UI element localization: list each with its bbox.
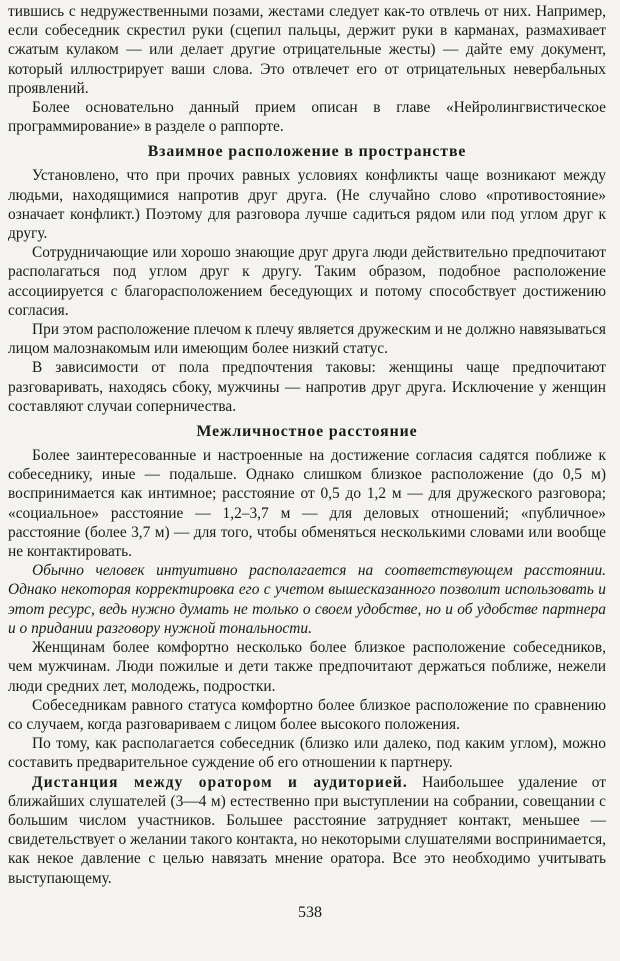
- page-number: 538: [298, 904, 322, 921]
- distance-paragraph-5: [8, 773, 606, 888]
- space-paragraph-3: При этом расположение плечом к плечу является дружеским и не должно навязываться лицом малознакомым или имеющим более низкий статус.: [8, 321, 606, 358]
- section-heading-distance: Межличностное расстояние: [196, 423, 418, 441]
- distance-paragraph-3: Собеседникам равного статуса комфортно более близкое расположение по сравнению со случаем, когда разговариваем с лицом более высокого положения.: [8, 696, 606, 733]
- intro-paragraph-1: тившись с недружественными позами, жестами следует как-то отвлечь от них. Например, если собеседник скрестил руки (сцепил пальцы, держит руки в карманах, размахивает сжатым кулаком — или делает другие отрицательные жесты) — дайте ему документ, который иллюстрирует ваши слова. Это отвлечет его от отрицательных невербальных проявлений.: [8, 3, 606, 97]
- distance-paragraph-2: Женщинам более комфортно несколько более близкое расположение собеседников, чем мужчинам. Люди пожилые и дети также предпочитают держаться поближе, нежели люди средних лет, молодежь, подростки.: [8, 639, 606, 695]
- space-paragraph-1: Установлено, что при прочих равных условиях конфликты чаще возникают между людьми, находящимися напротив друг друга. (Не случайно слово «противостояние» означает конфликт.) Поэтому для разговора лучше садиться рядом или под углом друг к другу.: [8, 167, 606, 243]
- distance-paragraph-4: По тому, как располагается собеседник (близко или далеко, под каким углом), можно составить предварительное суждение об его отношении к партнеру.: [8, 735, 606, 772]
- distance-paragraph-1: Более заинтересованные и настроенные на достижение согласия садятся поближе к собеседнику, иные — подальше. Однако слишком близкое расположение (до 0,5 м) воспринимается как интимное; расстояние от 0,5 до 1,2 м — для дружеского разговора; «социальное» расстояние — 1,2–3,7 м — для деловых отношений; «публичное» расстояние (более 3,7 м) — для того, чтобы обменяться несколькими словами или вообще не контактировать.: [8, 447, 606, 561]
- intro-paragraph-2: Более основательно данный прием описан в главе «Нейролингвистическое программирование» в разделе о раппорте.: [8, 99, 606, 136]
- space-paragraph-2: Сотрудничающие или хорошо знающие друг друга люди действительно предпочитают располагаться под углом друг к другу. Таким образом, подобное расположение ассоциируется с благорасположением беседующих и потому способствует достижению согласия.: [8, 244, 606, 319]
- distance-italic-paragraph: Обычно человек интуитивно располагается на соответствующем расстоянии. Однако некоторая корректировка его с учетом вышесказанного позволит использовать и этот ресурс, ведь нужно думать не только о своем удобстве, но и об удобстве партнера и о придании разговору нужной тональности.: [8, 562, 606, 637]
- run-in-text: Наибольшее удаление от ближайших слушателей (3—4 м) естественно при выступлении на собрании, совещании с большим числом участников. Большее расстояние затрудняет контакт, меньшее — свидетельствует о желании такого контакта, но некоторыми слушателями воспринимается, как некое давление с целью навязать мнение оратора. Все это необходимо учитывать выступающему.: [8, 773, 606, 887]
- space-paragraph-4: В зависимости от пола предпочтения таковы: женщины чаще предпочитают разговаривать, находясь сбоку, мужчины — напротив друг друга. Исключение у женщин составляют случаи соперничества.: [8, 359, 606, 415]
- run-in-heading: Дистанция между оратором и аудиторией.: [32, 773, 408, 791]
- section-heading-space: Взаимное расположение в пространстве: [147, 143, 467, 161]
